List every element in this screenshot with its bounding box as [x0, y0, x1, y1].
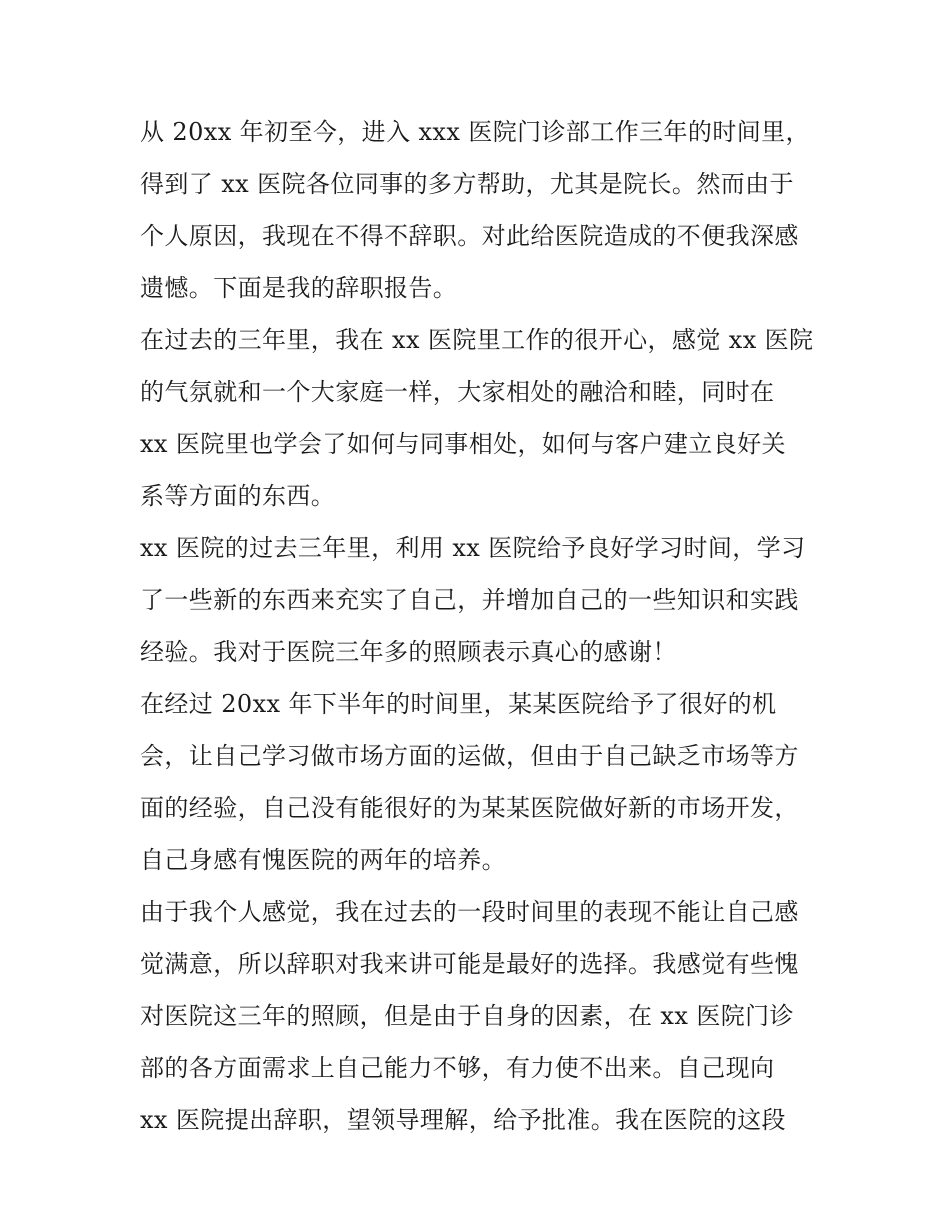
text-line: 从 20xx 年初至今，进入 xxx 医院门诊部工作三年的时间里， [140, 118, 810, 146]
text-line: 由于我个人感觉，我在过去的一段时间里的表现不能让自己感 [140, 898, 799, 926]
text-line: 在经过 20xx 年下半年的时间里，某某医院给予了很好的机 [140, 690, 777, 718]
text-line: 自己身感有愧医院的两年的培养。 [140, 846, 506, 874]
text-line: 系等方面的东西。 [140, 482, 336, 510]
document-body [140, 108, 820, 1148]
text-line: xx 医院提出辞职，望领导理解，给予批准。我在医院的这段 [140, 1106, 786, 1134]
text-line: 部的各方面需求上自己能力不够，有力使不出来。自己现向 [140, 1054, 775, 1082]
text-line: xx 医院的过去三年里，利用 xx 医院给予良好学习时间，学习 [140, 534, 806, 562]
text-line: 遗憾。下面是我的辞职报告。 [140, 274, 458, 302]
text-line: 得到了 xx 医院各位同事的多方帮助，尤其是院长。然而由于 [140, 170, 794, 198]
text-line: 会，让自己学习做市场方面的运做，但由于自己缺乏市场等方 [140, 742, 799, 770]
text-line: 了一些新的东西来充实了自己，并增加自己的一些知识和实践 [140, 586, 799, 614]
text-line: 个人原因，我现在不得不辞职。对此给医院造成的不便我深感 [140, 222, 799, 250]
text-line: xx 医院里也学会了如何与同事相处，如何与客户建立良好关 [140, 430, 786, 458]
text-line: 的气氛就和一个大家庭一样，大家相处的融洽和睦，同时在 [140, 378, 775, 406]
text-line: 觉满意，所以辞职对我来讲可能是最好的选择。我感觉有些愧 [140, 950, 799, 978]
text-line: 面的经验，自己没有能很好的为某某医院做好新的市场开发， [140, 794, 799, 822]
text-line: 经验。我对于医院三年多的照顾表示真心的感谢！ [140, 638, 677, 666]
text-line: 在过去的三年里，我在 xx 医院里工作的很开心，感觉 xx 医院 [140, 326, 814, 354]
text-line: 对医院这三年的照顾，但是由于自身的因素，在 xx 医院门诊 [140, 1002, 794, 1030]
